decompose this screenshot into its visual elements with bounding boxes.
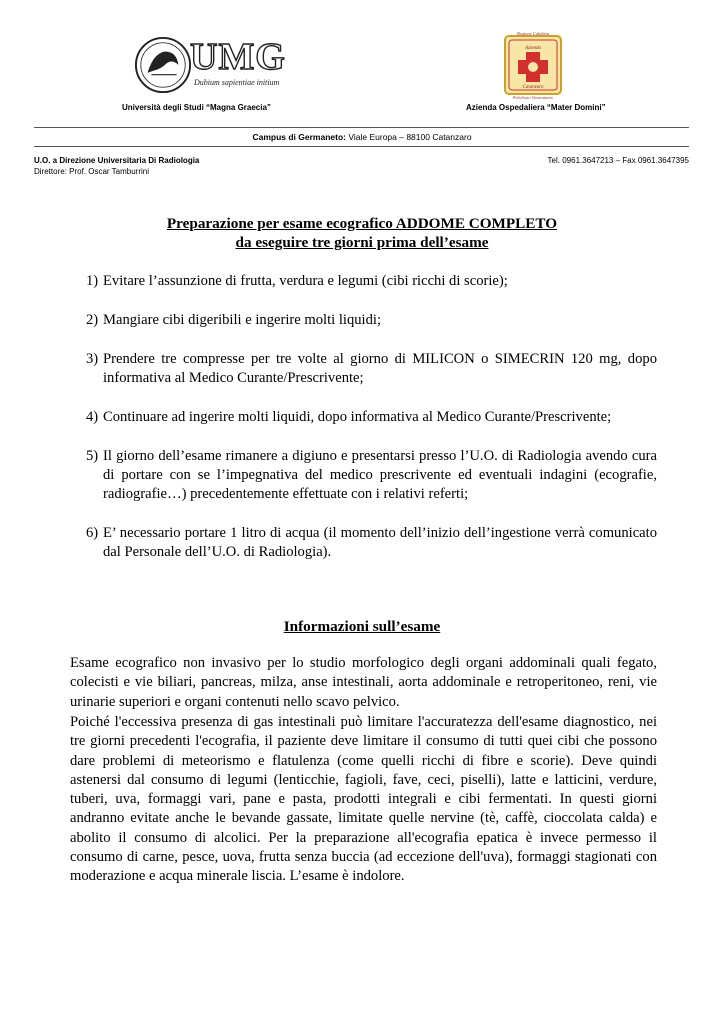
campus-line: [0, 132, 724, 142]
contacts: Tel. 0961.3647213 – Fax 0961.3647395: [547, 156, 689, 165]
info-section-title: Informazioni sull’esame: [283, 618, 441, 635]
director-name: Direttore: Prof. Oscar Tamburrini: [34, 167, 149, 176]
list-item: [86, 350, 657, 388]
step-text: Continuare ad ingerire molti liquidi, dopo informativa al Medico Curante/Prescrivente;: [103, 409, 612, 425]
unit-name: U.O. a Direzione Universitaria Di Radiologia: [34, 156, 200, 165]
mater-middle-text: Azienda: [524, 46, 542, 51]
step-number: 4): [86, 409, 99, 425]
step-number: 6): [86, 525, 99, 541]
list-item: [86, 272, 657, 291]
mater-footer-text: Policlinico Universitario: [512, 95, 554, 100]
mater-top-text: Regione Calabria: [516, 31, 550, 36]
step-number: 5): [86, 448, 99, 464]
mater-bottom-text: Catanzaro: [522, 85, 544, 90]
campus-divider: [34, 146, 689, 147]
step-text: Mangiare cibi digeribili e ingerire molti liquidi;: [103, 312, 382, 328]
header-divider: [34, 127, 689, 128]
step-number: 3): [86, 351, 99, 367]
list-item: [86, 447, 657, 504]
step-text: E’ necessario portare 1 litro di acqua (il momento dell’inizio dell’ingestione verrà comunicato dal Personale dell’U.O. di Radiologia).: [103, 525, 657, 560]
campus-address: Viale Europa – 88100 Catanzaro: [348, 132, 472, 142]
list-item: [86, 311, 657, 330]
university-name: Università degli Studi “Magna Graecia”: [122, 103, 271, 112]
page-subtitle: da eseguire tre giorni prima dell’esame: [235, 234, 489, 251]
step-text: Prendere tre compresse per tre volte al giorno di MILICON o SIMECRIN 120 mg, dopo informativa al Medico Curante/Prescrivente;: [103, 351, 657, 386]
step-number: 2): [86, 312, 99, 328]
mater-domini-logo: [502, 30, 564, 100]
info-paragraph-2: Poiché l'eccessiva presenza di gas intestinali può limitare l'accuratezza dell'esame diagnostico, nei tre giorni precedenti l'ecografia, il paziente deve limitare il consumo di tutti quei cibi che possono dare problemi di meteorismo e flatulenza (come quelli ricchi di fibre e scorie). Deve quindi astenersi dal consumo di legumi (lenticchie, fagioli, fave, ceci, piselli), latte e latticini, verdure, tuberi, uva, formaggi vari, pane e pasta, prodotti integrali e cibi fermentati. In questi giorni andranno evitate anche le bevande gassate, limitate quelle nervine (tè, caffè, cioccolata calda) e abolito il consumo di alcolici. Per la preparazione all'ecografia epatica è invece permesso il consumo di carne, pesce, uova, frutta senza buccia (ad eccezione dell'uva), formaggi stagionati con moderazione e acqua minerale liscia. L’esame è indolore.: [70, 714, 657, 885]
umg-motto: Dubium sapientiae initium: [194, 78, 280, 87]
list-item: [86, 408, 657, 427]
umg-seal-icon: [134, 36, 192, 94]
umg-wordmark: UMG: [190, 36, 286, 78]
hospital-name: Azienda Ospedaliera “Mater Domini”: [466, 103, 606, 112]
info-paragraph-1: Esame ecografico non invasivo per lo studio morfologico degli organi addominali quali fegato, colecisti e vie biliari, pancreas, milza, anse intestinali, aorta addominale e retroperitoneo, reni, vie urinarie superiori e organi contenuti nello scavo pelvico.: [70, 655, 657, 710]
list-item: [86, 524, 657, 562]
umg-logo: [132, 34, 286, 100]
step-text: Il giorno dell’esame rimanere a digiuno e presentarsi presso l’U.O. di Radiologia avendo cura di portare con se l’impegnativa del medico prescrivente ed eventuali indagini (ecografie, radiografie…) precedentemente effettuate con i relativi referti;: [103, 448, 657, 502]
page-title: Preparazione per esame ecografico ADDOME COMPLETO: [166, 215, 558, 232]
step-number: 1): [86, 273, 99, 289]
preparation-steps: [86, 272, 657, 582]
step-text: Evitare l’assunzione di frutta, verdura e legumi (cibi ricchi di scorie);: [103, 273, 508, 289]
campus-label: Campus di Germaneto:: [252, 132, 346, 142]
